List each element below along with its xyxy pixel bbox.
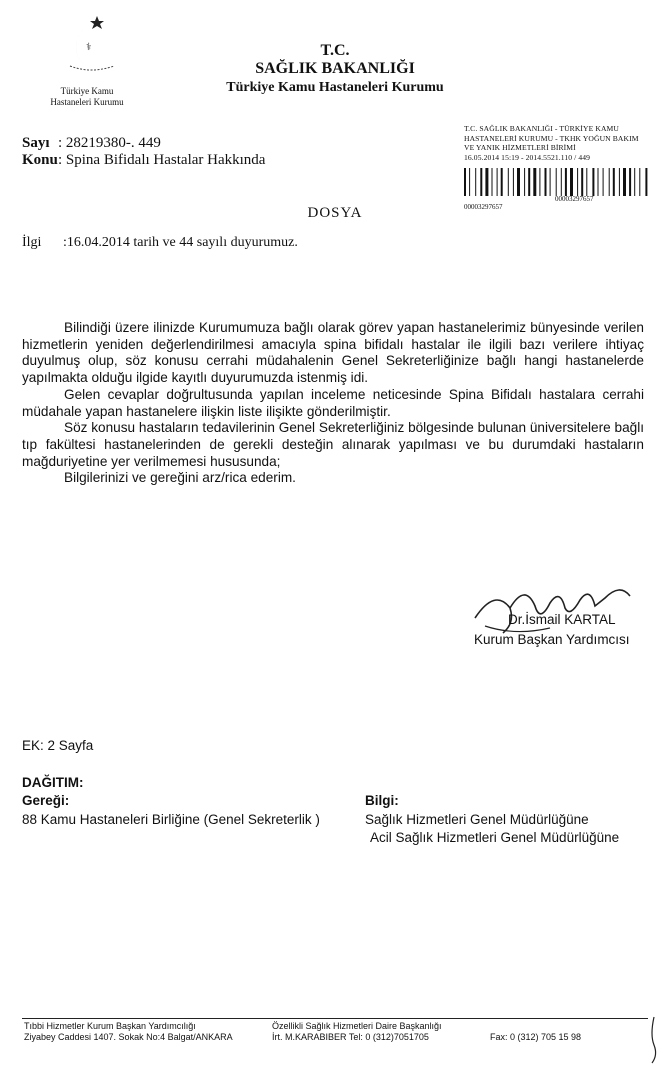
footer-left-line2: Ziyabey Caddesi 1407. Sokak No:4 Balgat/ANKARA: [24, 1032, 233, 1042]
header-ministry: SAĞLIK BAKANLIĞI: [255, 60, 415, 77]
gereği-recipient: 88 Kamu Hastaneleri Birliğine (Genel Sekreterlik ): [22, 812, 320, 827]
body-paragraph: Söz konusu hastaların tedavilerinin Genel Sekreterliğiniz bölgesinde bulunan üniversitelere bağlı tıp fakültesi hastanelerinden de gerekli desteğin alınarak yapılması ve bu durumdaki hastaların mağduriyetine yer verilmemesi hususunda;: [22, 420, 644, 469]
footer-divider: [22, 1018, 648, 1019]
barcode-number-bottom: 00003297657: [464, 203, 503, 211]
logo-caption-line2: Hastaneleri Kurumu: [50, 97, 124, 107]
bilgi-label: Bilgi:: [365, 793, 399, 808]
bilgi-recipient: Acil Sağlık Hizmetleri Genel Müdürlüğüne: [370, 830, 620, 845]
header-tc: T.C.: [320, 42, 350, 59]
attachment-note: EK: 2 Sayfa: [22, 738, 94, 753]
distribution-heading: DAĞITIM:: [22, 775, 84, 790]
footer-left-line1: Tıbbi Hizmetler Kurum Başkan Yardımcılığı: [24, 1021, 196, 1031]
logo-caption-line1: Türkiye Kamu: [60, 86, 114, 96]
sayi-label: Sayı: [22, 135, 50, 151]
registry-stamp: [464, 124, 670, 162]
footer-left: [24, 1021, 233, 1043]
sayi-value: : 28219380-. 449: [58, 135, 161, 151]
letter-body: [22, 320, 644, 487]
ilgi-value: :16.04.2014 tarih ve 44 sayılı duyurumuz.: [63, 235, 298, 250]
signatory-name: Dr.İsmail KARTAL: [508, 612, 616, 627]
bilgi-recipient: Sağlık Hizmetleri Genel Müdürlüğüne: [365, 812, 589, 827]
stamp-line: T.C. SAĞLIK BAKANLIĞI - TÜRKİYE KAMU: [464, 124, 619, 133]
konu-row: [22, 152, 266, 169]
stamp-line: VE YANIK HİZMETLERİ BİRİMİ: [464, 143, 576, 153]
footer-middle: [272, 1021, 442, 1043]
body-paragraph: Gelen cevaplar doğrultusunda yapılan inceleme neticesinde Spina Bifidalı hastalara cerrahi müdahale yapan hastanelere ilişkin liste ilişikte gönderilmiştir.: [22, 386, 644, 419]
barcode-image: [464, 168, 670, 196]
body-paragraph: Bilgilerinizi ve gereğini arz/rica ederim.: [64, 470, 296, 486]
sayi-row: [22, 135, 161, 152]
header-institution: Türkiye Kamu Hastaneleri Kurumu: [226, 80, 444, 95]
konu-value: : Spina Bifidalı Hastalar Hakkında: [58, 152, 266, 168]
svg-text:⚕: ⚕: [86, 42, 92, 53]
stamp-line: HASTANELERİ KURUMU - TKHK YOĞUN BAKIM: [464, 133, 639, 143]
gereği-label: Gereği:: [22, 793, 70, 808]
signatory-title: Kurum Başkan Yardımcısı: [474, 632, 630, 647]
footer-fax: Fax: 0 (312) 705 15 98: [490, 1032, 582, 1042]
paraph-mark: [646, 1015, 662, 1065]
body-paragraph: Bilindiği üzere ilinizde Kurumumuza bağlı olarak görev yapan hastanelerimiz bünyesinde verilen hizmetlerin yeniden değerlendirilmesi amacıyla spina bifidalı hastalar ile ilgili bazı verilere ihtiyaç duyulmuş olup, söz konusu cerrahi müdahalenin Genel Sekreterliğinize bağlı hangi hastanelerde yapılmakta olduğu ilgide kayıtlı duyurumuzda istenmiş idi.: [22, 320, 644, 386]
barcode-number-top: 00003297657: [555, 195, 594, 203]
stamp-line: 16.05.2014 15:19 - 2014.5521.110 / 449: [464, 152, 591, 162]
document-title: DOSYA: [307, 205, 363, 221]
footer-mid-line1: Özellikli Sağlık Hizmetleri Daire Başkanlığı: [272, 1021, 442, 1031]
konu-label: Konu: [22, 152, 58, 168]
ilgi-label: İlgi: [22, 235, 42, 250]
footer-mid-line2: İrt. M.KARABIBER Tel: 0 (312)7051705: [272, 1032, 429, 1042]
